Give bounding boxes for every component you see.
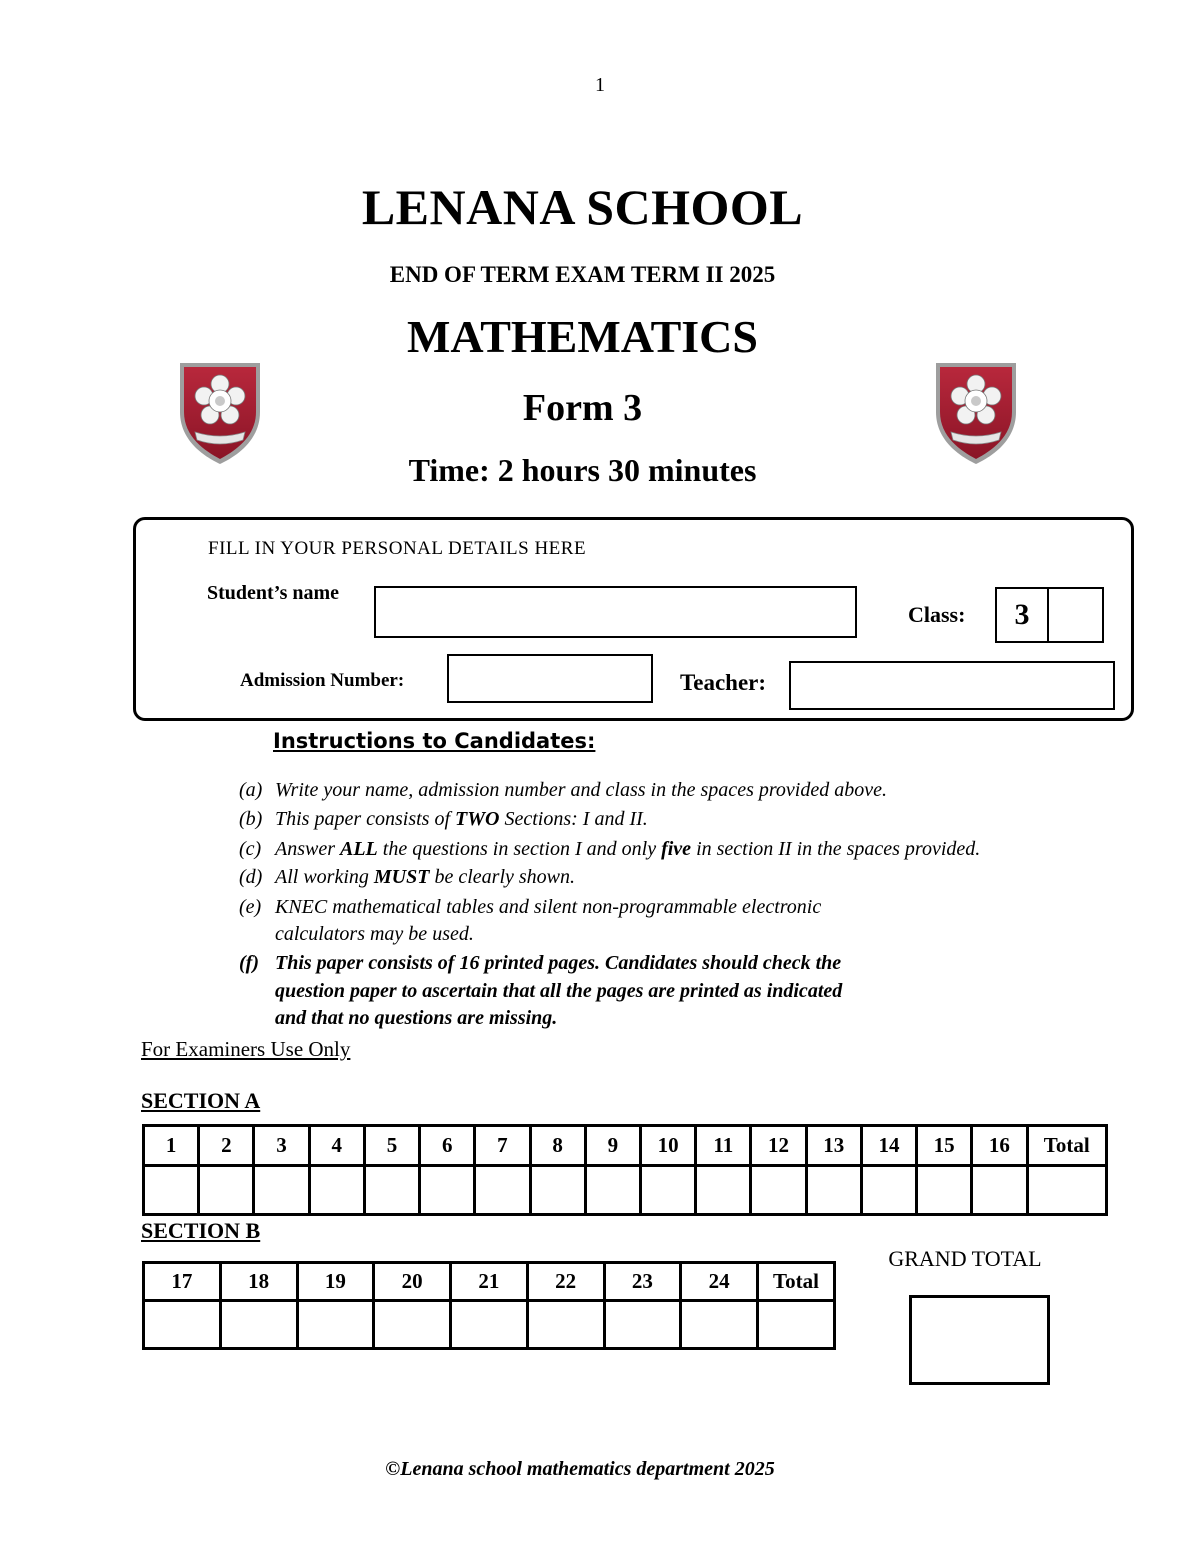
grand-total-label: GRAND TOTAL bbox=[888, 1246, 1042, 1271]
section-a-score-cell[interactable] bbox=[751, 1166, 806, 1215]
form-label: Form 3 bbox=[522, 387, 643, 429]
examiners-use-label: For Examiners Use Only bbox=[141, 1037, 351, 1061]
instruction-text: Write your name, admission number and class in the spaces provided above. bbox=[275, 779, 887, 801]
section-a-score-cell[interactable] bbox=[420, 1166, 475, 1215]
section-a-header-row bbox=[144, 1126, 1107, 1166]
section-a-score-cell[interactable] bbox=[972, 1166, 1027, 1215]
class-label: Class: bbox=[908, 602, 966, 627]
class-field[interactable]: 3 bbox=[995, 587, 1049, 643]
instruction-text: This paper consists of 16 printed pages. Candidates should check the bbox=[275, 952, 842, 974]
section-a-score-cell[interactable] bbox=[917, 1166, 972, 1215]
section-b-header-cell: 17 bbox=[144, 1263, 221, 1301]
section-a-score-cell[interactable] bbox=[254, 1166, 309, 1215]
instruction-b bbox=[239, 808, 1099, 834]
section-a-header-cell: 9 bbox=[585, 1126, 640, 1166]
section-a-label: SECTION A bbox=[141, 1088, 261, 1113]
footer-copyright: ©Lenana school mathematics department 2025 bbox=[385, 1458, 775, 1480]
section-a-header-cell: 6 bbox=[420, 1126, 475, 1166]
section-a-header-cell: 7 bbox=[475, 1126, 530, 1166]
section-a-score-row bbox=[144, 1166, 1107, 1215]
section-a-header-cell: 8 bbox=[530, 1126, 585, 1166]
instruction-text: calculators may be used. bbox=[275, 923, 474, 945]
instruction-text-part: Answer bbox=[275, 838, 340, 860]
section-a-header-cell: 5 bbox=[364, 1126, 419, 1166]
section-b-score-cell[interactable] bbox=[297, 1301, 374, 1349]
section-a-score-cell[interactable] bbox=[144, 1166, 199, 1215]
instruction-c bbox=[239, 838, 1099, 864]
section-b-header-cell: 20 bbox=[374, 1263, 451, 1301]
section-b-header-cell: 21 bbox=[451, 1263, 528, 1301]
section-a-score-cell[interactable] bbox=[696, 1166, 751, 1215]
instruction-text: and that no questions are missing. bbox=[275, 1007, 558, 1029]
instruction-text bbox=[275, 808, 648, 831]
instruction-text-part: Sections: I and II. bbox=[499, 808, 648, 830]
instruction-text: question paper to ascertain that all the pages are printed as indicated bbox=[275, 980, 843, 1002]
section-a-total-cell[interactable] bbox=[1027, 1166, 1107, 1215]
teacher-label: Teacher: bbox=[680, 670, 767, 695]
section-a-score-cell[interactable] bbox=[530, 1166, 585, 1215]
instruction-d bbox=[239, 866, 1099, 892]
section-a-score-cell[interactable] bbox=[364, 1166, 419, 1215]
section-a-header-cell: 2 bbox=[199, 1126, 254, 1166]
section-a-header-cell: Total bbox=[1027, 1126, 1107, 1166]
instruction-marker: (a) bbox=[239, 779, 263, 801]
section-b-header-cell: 19 bbox=[297, 1263, 374, 1301]
instruction-text-part: All working bbox=[275, 866, 374, 888]
section-b-total-cell[interactable] bbox=[758, 1301, 835, 1349]
instruction-text-part: This paper consists of bbox=[275, 808, 456, 830]
section-a-score-cell[interactable] bbox=[199, 1166, 254, 1215]
section-b-header-cell: 23 bbox=[604, 1263, 681, 1301]
instruction-marker: (b) bbox=[239, 808, 263, 830]
subject-title: MATHEMATICS bbox=[407, 311, 758, 362]
section-b-header-cell: 24 bbox=[681, 1263, 758, 1301]
section-b-label: SECTION B bbox=[141, 1218, 261, 1243]
section-b-header-cell: 22 bbox=[527, 1263, 604, 1301]
section-a-score-cell[interactable] bbox=[309, 1166, 364, 1215]
instruction-marker: (d) bbox=[239, 866, 263, 888]
instruction-marker: (c) bbox=[239, 838, 262, 860]
exam-title: END OF TERM EXAM TERM II 2025 bbox=[389, 262, 776, 287]
section-a-header-cell: 14 bbox=[861, 1126, 916, 1166]
section-b-header-cell: Total bbox=[758, 1263, 835, 1301]
section-a-header-cell: 1 bbox=[144, 1126, 199, 1166]
instruction-e bbox=[239, 896, 1099, 950]
student-name-label: Student’s name bbox=[207, 582, 340, 604]
instruction-text bbox=[275, 838, 980, 861]
section-a-score-cell[interactable] bbox=[585, 1166, 640, 1215]
section-a-header-cell: 13 bbox=[806, 1126, 861, 1166]
section-b-header-row bbox=[144, 1263, 835, 1301]
section-a-table bbox=[142, 1124, 1108, 1216]
section-b-score-cell[interactable] bbox=[451, 1301, 528, 1349]
details-heading: FILL IN YOUR PERSONAL DETAILS HERE bbox=[208, 538, 587, 559]
section-a-score-cell[interactable] bbox=[475, 1166, 530, 1215]
student-name-field[interactable] bbox=[374, 586, 857, 638]
instruction-emphasis: ALL bbox=[340, 838, 378, 860]
section-a-header-cell: 3 bbox=[254, 1126, 309, 1166]
school-crest-logo-left bbox=[177, 360, 263, 466]
admission-number-label: Admission Number: bbox=[240, 670, 405, 691]
time-label: Time: 2 hours 30 minutes bbox=[408, 452, 757, 488]
instruction-emphasis: MUST bbox=[373, 866, 430, 888]
section-b-score-cell[interactable] bbox=[604, 1301, 681, 1349]
instructions-title: Instructions to Candidates: bbox=[273, 729, 596, 753]
section-a-header-cell: 12 bbox=[751, 1126, 806, 1166]
class-stream-field[interactable] bbox=[1047, 587, 1104, 643]
section-a-score-cell[interactable] bbox=[861, 1166, 916, 1215]
school-crest-logo-right bbox=[933, 360, 1019, 466]
section-b-score-cell[interactable] bbox=[527, 1301, 604, 1349]
instruction-a bbox=[239, 779, 1099, 805]
section-a-header-cell: 4 bbox=[309, 1126, 364, 1166]
grand-total-field[interactable] bbox=[909, 1295, 1050, 1385]
section-b-score-cell[interactable] bbox=[374, 1301, 451, 1349]
teacher-field[interactable] bbox=[789, 661, 1115, 710]
section-a-header-cell: 10 bbox=[640, 1126, 695, 1166]
instruction-text: KNEC mathematical tables and silent non-programmable electronic bbox=[275, 896, 822, 918]
instruction-f bbox=[239, 952, 1099, 1034]
instruction-text-part: be clearly shown. bbox=[429, 866, 575, 888]
section-b-score-cell[interactable] bbox=[144, 1301, 221, 1349]
section-a-score-cell[interactable] bbox=[640, 1166, 695, 1215]
page-number: 1 bbox=[595, 74, 605, 96]
section-b-score-cell[interactable] bbox=[220, 1301, 297, 1349]
instruction-text bbox=[275, 866, 575, 889]
section-a-score-cell[interactable] bbox=[806, 1166, 861, 1215]
section-b-score-cell[interactable] bbox=[681, 1301, 758, 1349]
section-a-header-cell: 16 bbox=[972, 1126, 1027, 1166]
instruction-marker: (e) bbox=[239, 896, 262, 918]
section-b-table bbox=[142, 1261, 836, 1350]
instruction-emphasis: TWO bbox=[455, 808, 500, 830]
instruction-text-part: the questions in section I and only bbox=[377, 838, 662, 860]
section-b-score-row bbox=[144, 1301, 835, 1349]
admission-number-field[interactable] bbox=[447, 654, 653, 703]
school-name: LENANA SCHOOL bbox=[361, 179, 804, 235]
section-a-header-cell: 15 bbox=[917, 1126, 972, 1166]
section-b-header-cell: 18 bbox=[220, 1263, 297, 1301]
instruction-text-part: in section II in the spaces provided. bbox=[691, 838, 981, 860]
section-a-header-cell: 11 bbox=[696, 1126, 751, 1166]
instruction-marker: (f) bbox=[239, 952, 259, 974]
instruction-emphasis: five bbox=[661, 838, 692, 860]
